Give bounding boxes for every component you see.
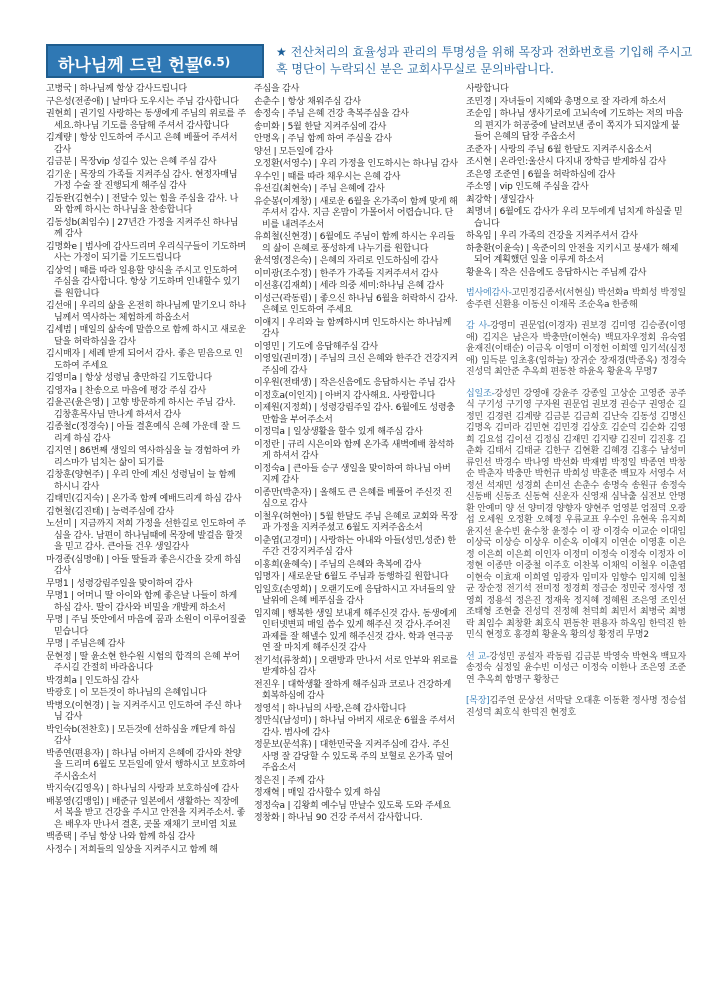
offering-entry: 최명녀 | 6월에도 감사가 우리 모두에게 넘치게 하실줄 믿습니다	[466, 207, 683, 229]
offering-entry: 전진우 | 대학생활 잘하게 해주심과 코로나 건강하게 회복하심에 감사	[254, 679, 452, 701]
category-names: 강성민 공설자 곽동림 김금분 박영숙 박현옥 백묘자 송정숙 심정일 윤수빈 이성근 이정숙 이한나 조은영 조준연 추옥희 함명구 황창근	[466, 651, 686, 685]
offering-entry: 조순임 | 하나님 생사기로에 고뇌속에 기도하는 저의 마음의 편지가 허공중에 날려보낸 종이 쪽지가 되지않게 붙들어 은혜의 답장 주옵소서	[466, 109, 683, 142]
offering-entry: 김금분 | 목장vip 성길수 있는 은혜 주심 감사	[46, 157, 217, 167]
column-3	[466, 84, 686, 729]
offering-entry: 이춘엽(고경미) | 사랑하는 아내와 아들(성민,성준) 한주간 건강지켜주심 감사	[254, 535, 456, 557]
offering-entry: 정창화 | 하나님 90 건강 주셔서 감사합니다.	[254, 813, 423, 823]
offering-entry: 이철우(허현아) | 5월 한달도 주님 은혜로 교회와 목장과 가정을 지켜주셨고 6월도 지켜주옵소서	[254, 511, 458, 533]
title-banner	[46, 44, 264, 78]
offering-entry: 정문보(문석휴) | 대한민국을 지켜주심에 감사. 주신 사명 잘 감당할 수 있도록 주의 보혈로 온가족 덮어주옵소서	[254, 740, 454, 773]
offering-entry: 송정숙 | 주님 은혜 건강 축복주심을 감사	[254, 109, 409, 119]
category-names: 강영미 권문업(이경자) 권보경 김미영 김승종(이영애) 김지은 남은자 박충만(이현숙) 백묘자우정회 유숙엽 윤재진(이태순) 이금옥 이영미 이정헌 이희엘 임기석(심정애) 임득분 임초홍(임하늘) 장귀순 장재경(박종옥) 정경숙 진성덕 최안준 추옥희 편동찬 하윤옥 황윤옥 무명7	[466, 321, 686, 377]
offering-entry: 오정환(서영수) | 우리 가정을 인도하시는 하나님 감사	[254, 159, 458, 169]
offering-entry: 조은영 조준연 | 6월을 허락하심에 감사	[466, 169, 616, 180]
offering-entry: 임지혜 | 행복한 생일 보내게 해주신것 감사. 동생에게 인터넷변피 매일 씀수 있게 해주신 것 감사.주어진 과제를 잘 해낼수 있게 해주신것 감사. 학과 연극공연 잘 마치게 해주신것 감사	[254, 608, 457, 653]
column-2	[254, 84, 459, 826]
offering-entry: 김기운 | 목장의 가족들 지켜주심 감사. 현정자매님 가정 수술 잘 진행되게 해주심 감사	[46, 169, 238, 191]
offering-entry: 김동성b(최임수) | 27년간 가정을 지켜주신 하나님께 감사	[46, 217, 239, 239]
offering-entry: 이성근(곽동림) | 좋으신 하나님 6월을 허락하시 감사. 은혜로 인도하여 주세요	[254, 293, 458, 315]
offering-entry: 정재혁 | 매일 감사할수 있게 하심	[254, 788, 381, 798]
category-names: 김주연 문상선 서막달 오대훈 이동환 정사명 정승섭 진성덕 최호식 한덕진 현정호	[466, 696, 686, 718]
offering-entry: 이정숙a | 큰아들 승구 생일을 맞이하여 하나님 아버지께 감사	[254, 463, 451, 485]
offering-entry: 박광호 | 이 모든것이 하나님의 은혜입니다	[46, 688, 207, 698]
offering-entry: 박경희a | 인도하심 감사	[46, 675, 139, 686]
offering-entry: 박인숙b(전찬호) | 모든것에 선하심을 깨닫게 하심 감사	[46, 724, 236, 746]
offering-entry: 무명 | 주님 뜻안에서 마음에 꿈과 소원이 이루어질줄 믿습니다	[46, 615, 246, 637]
offering-entry: 김영미a | 항상 성령님 충만하길 기도합니다	[46, 373, 212, 383]
offering-entry: 백종택 | 주님 항상 나와 함께 하심 감사	[46, 832, 195, 842]
offering-entry: 무명1 | 어머니 딸 아이와 함께 좋은날 나들이 하게 하심 감사. 딸이 감사와 비밀을 개발케 하소서	[46, 591, 238, 613]
offering-entry: 문현정 | 딸 윤소현 한수원 시험의 합격의 은혜 부어주시길 간절히 바라옵니다	[46, 651, 241, 673]
offering-entry: 하충환(이윤숙) | 욱준이의 안전을 지키시고 붕새가 해제되어 계획했던 일을 이루게 하소서	[466, 243, 679, 265]
offering-entry: 조시현 | 온라인:울산시 다지내 장학금 받게하심 감사	[466, 157, 667, 167]
offering-entry: 김세범 | 매일의 삶속에 말씀으로 함께 하시고 새로운 달을 허락하심을 감사	[46, 325, 246, 347]
offering-entry: 양선 | 모든일에 감사	[254, 146, 333, 157]
offering-entry: 최강학 | 생일감사	[466, 194, 534, 205]
offering-entry: 배봉영(김맹임) | 배준규 일본에서 생활하는 직장에서 복을 받고 건강을 주시고 안전을 지켜주소서. 좋은 배우자 만나서 결혼, 곳몰 재채기 코비염 치료	[46, 796, 246, 830]
offering-entry: 노선미 | 지금까지 저희 가정을 선한길로 인도하여 주심을 감사. 남편이 하나님때에 목장에 발걸음 할것을 믿고 감사. 큰아들 건우 생일감사	[46, 519, 246, 552]
notice-body: 전산처리의 효율성과 관리의 투명성을 위해 목장과 전화번호를 기입해 주시고 혹 명단이 누락되신 분은 교회사무실로 문의바랍니다.	[276, 45, 693, 76]
offering-entry: 안명옥 | 주님 함께 하여 주심을 감사	[254, 134, 392, 144]
offering-entry: 조준자 | 사랑의 주님 6월 한달도 지켜주시옵소서	[466, 144, 652, 155]
offering-entry: 우수인 | 때를 따라 채우시는 은혜 감사	[254, 171, 401, 182]
offering-category	[466, 288, 686, 311]
offering-entry: 정영석 | 하나님의 사랑,은혜 감사합니다	[254, 703, 407, 714]
offering-entry: 이종만(박춘자) | 올해도 큰 은혜를 베풀어 주신것 진심으로 감사	[254, 487, 452, 509]
category-names: 고민정김종서(서현실) 박선화a 박희성 박정일 송주련 신환용 이동신 이재목 조순옥a 한종해	[466, 288, 686, 310]
offering-entry: 이미광(조수정) | 한주가 가족들 지켜주셔서 감사	[254, 268, 439, 279]
offering-entry: 주심을 감사	[254, 84, 300, 94]
offering-category	[466, 389, 686, 642]
offering-entry: 이영일(권미경) | 주님의 크신 은혜와 한주간 건강지켜주심에 감사	[254, 354, 458, 376]
offering-entry: 조민경 | 자녀들이 지혜와 총명으로 잘 자라게 하소서	[466, 96, 666, 107]
offering-entry: 이영민 | 기도에 응답해주심 감사	[254, 341, 378, 352]
offering-entry: 사정수 | 저희들의 일상을 지켜주시고 함께 해	[46, 844, 218, 855]
offering-entry: 이우원(전태생) | 작은신음에도 응답하시는 주님 감사	[254, 378, 456, 388]
offering-entry: 유희철(신현경) | 6월에도 주님이 함께 하시는 우리들의 삶이 은혜로 풍성하게 나누기를 원합니다	[254, 232, 455, 254]
offering-entry: 손춘수 | 항상 채워주심 감사	[254, 96, 361, 107]
offering-entry: 김계량 | 항상 인도하여 주시고 은혜 베풀어 주셔서 감사	[46, 133, 238, 155]
offering-entry: 하옥임 | 우리 가족의 건강을 지켜주셔서 감사	[466, 231, 638, 241]
offering-entry: 전기석(류창희) | 오랜방과 만나서 서로 안부와 위로를 받게하심 감사	[254, 655, 458, 677]
offering-entry: 권현희 | 권기일 사랑하는 동생에게 주님의 위로를 주세요.하나님 기도를 응답해 주셔서 감사합니다	[46, 109, 246, 131]
offering-entry: 윤석영(정은숙) | 은혜의 자리로 인도하심에 감사	[254, 256, 439, 266]
offering-entry: 유순봉(이계창) | 새로운 6월을 온가족이 함께 맞게 해주셔서 감사. 지금 온맘이 가몰어서 어렵습니다. 단비를 내려주소서	[254, 196, 458, 230]
offering-entry: 정정숙a | 김왕희 예수님 만날수 있도록 도와 주세요	[254, 800, 451, 811]
offering-entry: 정은진 | 주께 감사	[254, 775, 325, 786]
offering-entry: 이홍희(윤혜숙) | 주님의 은혜와 축복에 감사	[254, 559, 422, 570]
offering-entry: 김선애 | 우리의 삶을 온전히 하나님께 맡기오니 하나님께서 역사하는 체험하게 하옵소서	[46, 301, 246, 323]
offering-entry: 김시매자 | 세례 받게 되어서 감사. 좋은 믿음으로 인도하여 주세요	[46, 349, 243, 371]
category-names: 강성민 강영애 강윤주 강종일 고상순 고영준 공주식 구기성 구기영 구자원 권문업 권보경 권승구 권영순 길정민 김경련 김계량 김금분 김금희 김난숙 김동성 김명신 김명옥 김미라 김민현 김민경 김상호 김순덕 김순화 김영희 김요섭 김이선 김정심 김재민 김지량 김진미 김진홍 김춘화 김태서 김태균 김한구 김현환 김혜경 김홍수 남성미 류인선 박경수 박나영 박선화 박재범 박정일 박종연 박창순 박춘자 박충만 박헌규 박희성 박훈준 백묘자 서영수 서정선 석재민 성경희 손미선 손춘수 송명숙 송원규 송정숙 신동배 신동조 신동혁 신운자 신영재 심낙출 심전보 안명환 안예미 양 선 양미경 양향자 양현주 엄영분 엄점덕 오광섭 오세원 오정환 오혜정 우류교표 우수인 유현욱 유지희 윤지선 윤수빈 윤수창 윤정수 이 광 이경숙 이교순 이대임 이상국 이상승 이상우 이순옥 이애지 이연순 이영훈 이은정 이은희 이은희 이인자 이정미 이정숙 이정숙 이정자 이정현 이종만 이중철 이주호 이찬복 이채익 이철우 이춘엽 이현숙 이효재 이희열 임광자 임미자 임향수 임지혜 임철균 장순정 전기석 전미정 정경희 정금순 정민국 정사영 정영희 정용석 정은진 정재욱 정지혜 정혜원 조은영 조인선 조태형 조현출 진성덕 진정혜 천덕희 최민서 최병국 최병락 최임수 최창환 최호식 편동찬 편용자 하옥임 한덕진 한민식 현정호 홍경희 황윤옥 황의성 황정리 무명2	[466, 388, 686, 640]
offering-entry: 임명자 | 새로운달 6월도 주님과 동행하길 원합니다	[254, 572, 449, 582]
offering-entry: 주소영 | vip 인도해 주심을 감사	[466, 182, 589, 192]
offering-entry: 김지연 | 86번째 생일의 역사하심을 늘 경험하여 카리스마가 넘치는 삶이 되기를	[46, 446, 240, 468]
offering-entry: 박지숙(김영옥) | 하나님의 사랑과 보호하심에 감사	[46, 784, 239, 794]
offering-entry: 이정덕a | 일상생활을 할수 있게 해주심 감사	[254, 427, 423, 437]
offering-entry: 김명화e | 범사에 감사드리며 우리식구들이 기도하며 사는 가정이 되기를 기도드립니다	[46, 241, 246, 263]
offering-entry: 이정란 | 규리 시은이와 함께 온가족 새벽예배 참석하게 하셔서 감사	[254, 439, 454, 461]
offering-entry: 김태민(김지숙) | 온가족 함께 예배드리게 하심 감사	[46, 494, 242, 504]
offering-entry: 박병오(이현경) | 늘 지켜주시고 인도하여 주신 하나님 감사	[46, 700, 242, 722]
offering-entry: 무명 | 주님은혜 감사	[46, 639, 125, 649]
offering-entry: 김상억 | 때를 따라 일용할 양식을 주시고 인도하여 주심을 감사합니다. 항상 기도하며 인내할수 있기를 원합니다	[46, 265, 240, 299]
offering-entry: 김창훈(양현주) | 우리 안에 계신 성령님이 늘 함께 하시니 감사	[46, 470, 236, 492]
column-1	[46, 84, 246, 857]
category-label: 십일조-	[466, 388, 495, 399]
offering-entry: 김윤곤(윤은영) | 고향 방문하게 하시는 주님 감사. 김창훈목사님 만나게 하셔서 감사	[46, 398, 236, 420]
category-label: 감 사-	[466, 321, 491, 331]
page-title: 하나님께 드린 헌물	[58, 56, 202, 76]
offering-entry: 김동완(김현수) | 전달수 있는 힘을 주심을 감사. 나와 함께 하시는 하나님을 찬송합니다	[46, 193, 239, 215]
offering-entry: 이애지 | 우리와 늘 함께하시며 인도하시는 하나님께 감사	[254, 317, 452, 339]
category-label: 선 교-	[466, 651, 490, 662]
offering-entry: 사랑합니다	[466, 84, 509, 94]
offering-entry: 마경종(심명애) | 아들 딸들과 좋은시간을 갖게 하심 감사	[46, 554, 242, 576]
offering-entry: 김종철c(정경숙) | 아들 결혼예식 은혜 가운데 잘 드리게 하심 감사	[46, 422, 241, 444]
offering-entry: 정만식(남성미) | 하나님 아버지 새로운 6월을 주셔서 감사. 범사에 감사	[254, 716, 455, 738]
offering-entry: 황윤옥 | 작은 신음에도 응답하시는 주님께 감사	[466, 267, 647, 278]
star-icon: ★	[276, 45, 287, 59]
offering-entry: 김영자a | 찬송으로 마음에 평강 주심 감사	[46, 385, 207, 396]
notice-text	[276, 44, 701, 78]
offering-entry: 유선길(최현숙) | 주님 은혜에 감사	[254, 184, 385, 194]
offering-entry: 김현철(김진태) | 능력주심에 감사	[46, 506, 174, 517]
offering-category	[466, 321, 686, 379]
page-date: (6.5)	[198, 55, 231, 69]
offering-entry: 무명1 | 성령강림주일을 맞이하여 감사	[46, 578, 193, 589]
page-header	[46, 44, 693, 84]
offering-entry: 이선홍(김재희) | 세라 의중 세미:하나님 은혜 감사	[254, 281, 444, 291]
offering-entry: 구은성(전종애) | 날마다 도우시는 주님 감사합니다	[46, 96, 239, 107]
offering-category	[466, 652, 686, 687]
offering-entry: 송미화 | 5월 한달 지켜주심에 감사	[254, 121, 387, 132]
offering-entry: 고병국 | 하나님께 항상 감사드립니다	[46, 84, 187, 94]
offering-entry: 이제원(지정희) | 성령강림주일 감사. 6월에도 성령충만함을 부어주소서	[254, 403, 455, 425]
offering-entry: 박종연(편용자) | 하나님 아버지 은혜에 감사와 찬양을 드리며 6월도 모든일에 앞서 행하시고 보호하여 주시옵소서	[46, 748, 246, 782]
offering-entry: 임일호(손영희) | 오랜기도에 응답하시고 자녀들의 앞날위에 은혜 베푸심을 감사	[254, 584, 456, 606]
category-label: 범사에감사-	[466, 288, 512, 298]
offering-entry: 이정호a(이인지) | 아버지 감사해요. 사랑합니다	[254, 390, 435, 401]
category-label: [목장]	[466, 696, 490, 706]
offering-category	[466, 696, 686, 719]
